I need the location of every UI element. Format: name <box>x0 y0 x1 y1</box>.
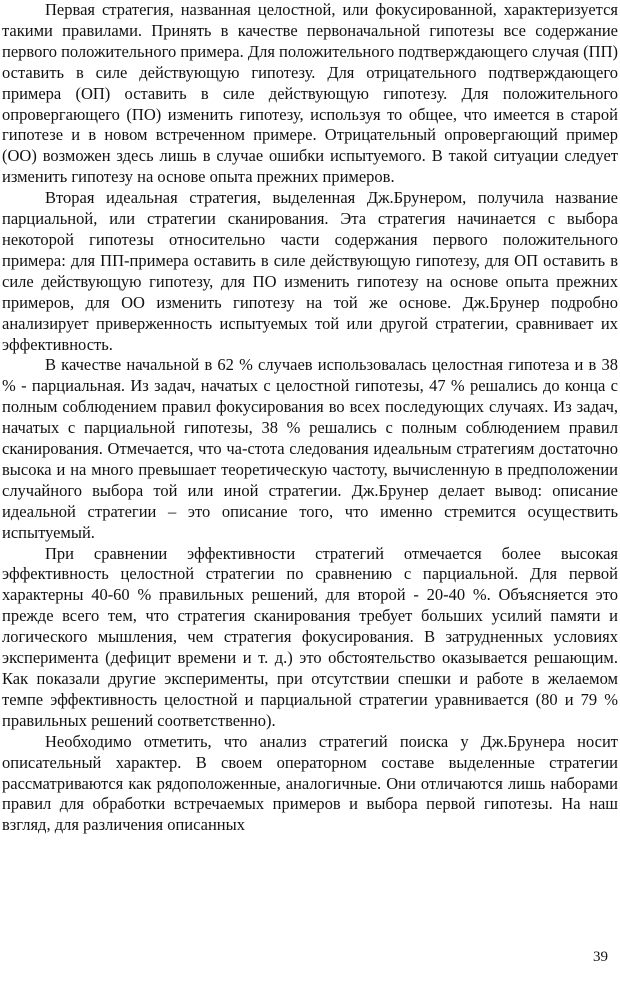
body-text <box>2 0 618 836</box>
paragraph-efficiency-comparison: При сравнении эффективности стратегий отмечается более высокая эффективность целостной стратегии по сравнению с парциальной. Для первой характерны 40-60 % правильных решений, для второй - 20-40 %. Объясняется это прежде всего тем, что стратегия сканирования требует больших усилий памяти и логического мышления, чем стратегия фокусирования. В затрудненных условиях эксперимента (дефицит времени и т. д.) это обстоятельство оказывается решающим. Как показали другие эксперименты, при отсутствии спешки и работе в желаемом темпе эффективность целостной и парциальной стратегии уравнивается (80 и 79 % правильных решений соответственно). <box>2 543 618 730</box>
paragraph-partial-strategy: Вторая идеальная стратегия, выделенная Дж.Брунером, получила название парциальной, или стратегии сканирования. Эта стратегия начинается с выбора некоторой гипотезы относительно части содержания первого положительного примера: для ПП-примера оставить в силе действующую гипотезу, для ОП оставить в силе действующую гипотезу, для ПО изменить гипотезу на основе опыта прежних примеров, для ОО изменить гипотезу на той же основе. Дж.Брунер подробно анализирует приверженность испытуемых той или другой стратегии, сравнивает их эффективность. <box>2 188 618 354</box>
paragraph-analysis-note: Необходимо отметить, что анализ стратегий поиска у Дж.Брунера носит описательный характер. В своем операторном составе выделенные стратегии рассматриваются как рядоположенные, аналогичные. Они отличаются лишь наборами правил для обработки встречаемых примеров и выбора первой гипотезы. На наш взгляд, для различения описанных <box>2 731 618 835</box>
page-number: 39 <box>593 949 608 965</box>
paragraph-holistic-strategy: Первая стратегия, названная целостной, или фокусированной, характеризуется такими правилами. Принять в качестве первоначальной гипотезы все содержание первого положительного примера. Для положительного подтверждающего случая (ПП) оставить в силе действующую гипотезу. Для отрицательного подтверждающего примера (ОП) оставить в силе действующую гипотезу. Для положительного опровергающего (ПО) изменить гипотезу, используя то общее, что имеется в старой гипотезе и в новом встреченном примере. Отрицательный опровергающий пример (ОО) возможен здесь лишь в случае ошибки испытуемого. В такой ситуации следует изменить гипотезу на основе опыта прежних примеров. <box>2 0 618 187</box>
paragraph-initial-hypothesis-stats: В качестве начальной в 62 % случаев использовалась целостная гипотеза и в 38 % - парциальная. Из задач, начатых с целостной гипотезы, 47 % решались до конца с полным соблюдением правил фокусирования во всех последующих случаях. Из задач, начатых с парциальной гипотезы, 38 % решались с полным соблюдением правил сканирования. Отмечается, что ча-стота следования идеальным стратегиям достаточно высока и на много превышает теоретическую частоту, вычисленную в предположении случайного выбора той или иной стратегии. Дж.Брунер делает вывод: описание идеальной стратегии – это описание того, что именно стремится осуществить испытуемый. <box>2 355 618 542</box>
